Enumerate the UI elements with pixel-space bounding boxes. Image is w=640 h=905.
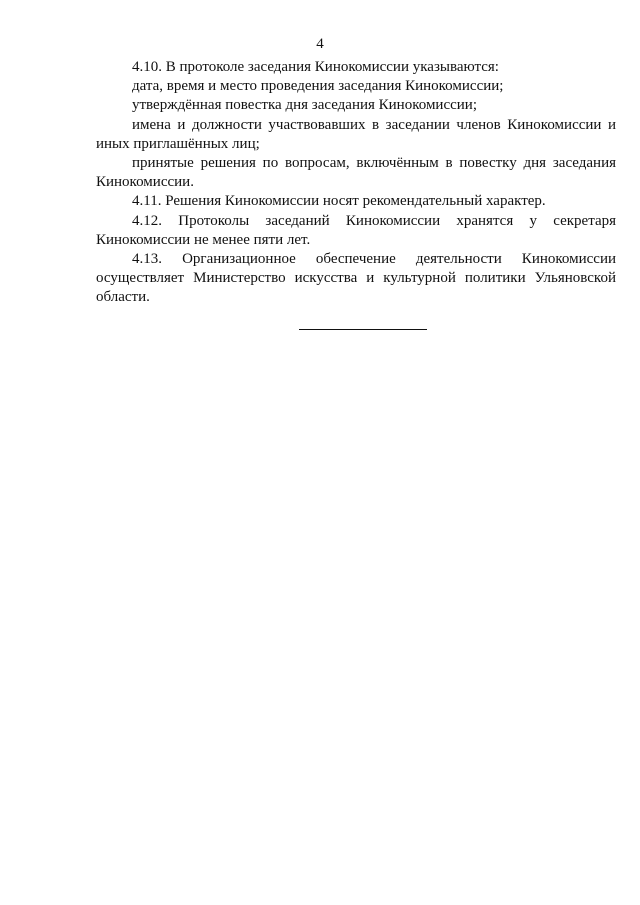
paragraph-4-12: 4.12. Протоколы заседаний Кинокомиссии хранятся у секретаря Кинокомиссии не менее пяти лет. xyxy=(96,212,616,248)
closing-divider-line xyxy=(299,329,427,330)
list-item-participants: имена и должности участвовавших в заседании членов Кинокомиссии и иных приглашённых лиц; xyxy=(96,116,616,152)
list-item-date-time-place: дата, время и место проведения заседания Кинокомиссии; xyxy=(132,78,504,95)
page-number: 4 xyxy=(316,36,324,52)
document-body xyxy=(96,58,616,308)
list-item-decisions: принятые решения по вопросам, включённым в повестку дня заседания Кинокомиссии. xyxy=(96,155,616,191)
paragraph-4-13: 4.13. Организационное обеспечение деятельности Кинокомиссии осуществляет Министерство искусства и культурной политики Ульяновской области. xyxy=(96,251,616,306)
paragraph-4-10: 4.10. В протоколе заседания Кинокомиссии указываются: xyxy=(132,59,499,75)
list-item-agenda: утверждённая повестка дня заседания Кинокомиссии; xyxy=(132,97,477,114)
paragraph-4-11: 4.11. Решения Кинокомиссии носят рекомендательный характер. xyxy=(132,193,546,210)
